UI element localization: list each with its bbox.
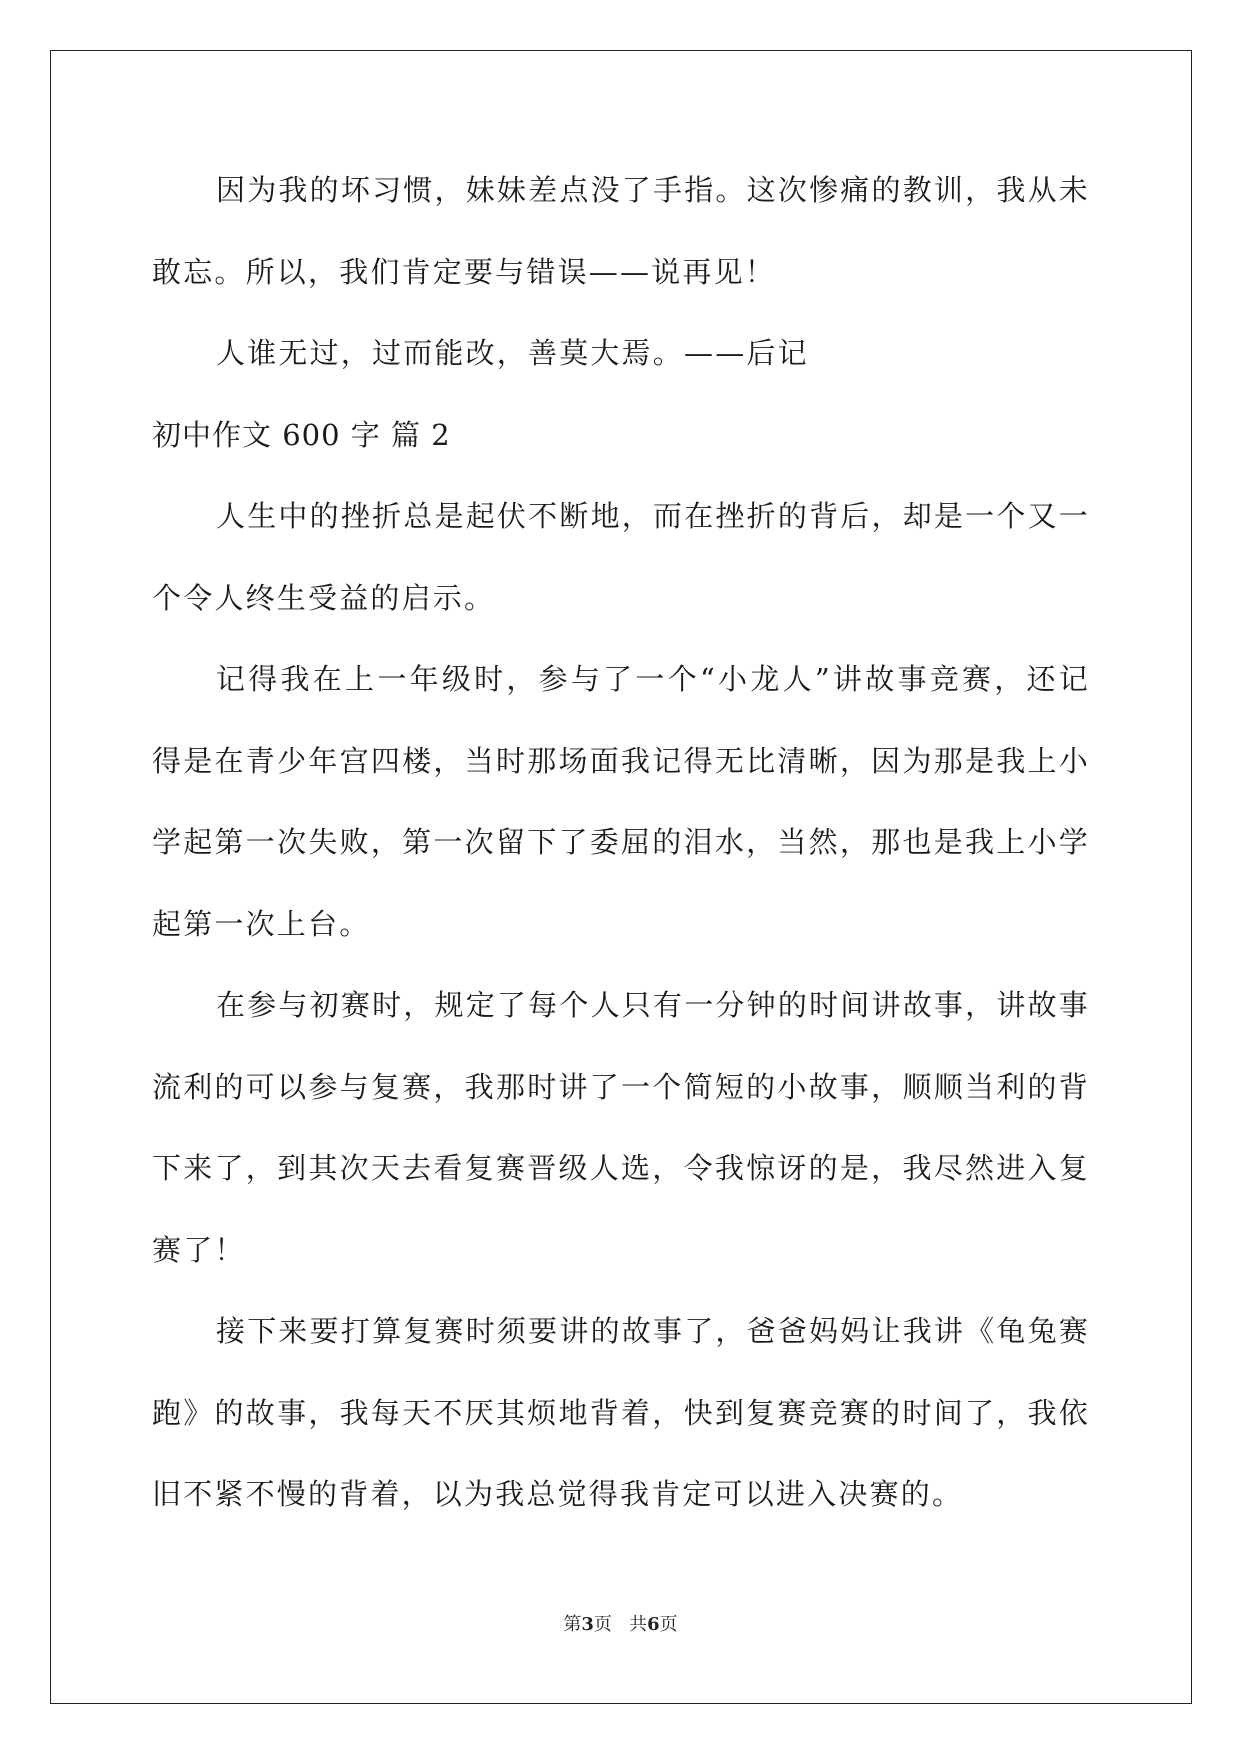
page-footer <box>0 1613 1241 1637</box>
paragraph: 因为我的坏习惯，妹妹差点没了手指。这次惨痛的教训，我从未敢忘。所以，我们肯定要与错误——说再见！ <box>152 173 1090 289</box>
paragraph: 人谁无过，过而能改，善莫大焉。——后记 <box>216 336 809 370</box>
section-title: 初中作文 600 字 篇 2 <box>152 417 451 452</box>
total-pages-number: 6 <box>647 1614 660 1635</box>
footer-suffix: 页 <box>659 1614 678 1635</box>
document-body <box>152 150 1090 1536</box>
paragraph: 在参与初赛时，规定了每个人只有一分钟的时间讲故事，讲故事流利的可以参与复赛，我那时讲了一个简短的小故事，顺顺当利的背下来了，到其次天去看复赛晋级人选，令我惊讶的是，我尽然进入复赛了！ <box>152 988 1090 1267</box>
paragraph: 人生中的挫折总是起伏不断地，而在挫折的背后，却是一个又一个令人终生受益的启示。 <box>152 499 1090 615</box>
paragraph: 记得我在上一年级时，参与了一个“小龙人”讲故事竞赛，还记得是在青少年宫四楼，当时那场面我记得无比清晰，因为那是我上小学起第一次失败，第一次留下了委屈的泪水，当然，那也是我上小学起第一次上台。 <box>152 662 1090 941</box>
paragraph: 接下来要打算复赛时须要讲的故事了，爸爸妈妈让我讲《龟兔赛跑》的故事，我每天不厌其烦地背着，快到复赛竞赛的时间了，我依旧不紧不慢的背着，以为我总觉得我肯定可以进入决赛的。 <box>152 1314 1090 1511</box>
current-page-number: 3 <box>581 1614 594 1635</box>
footer-middle: 页 共 <box>593 1614 648 1635</box>
footer-prefix: 第 <box>563 1614 582 1635</box>
